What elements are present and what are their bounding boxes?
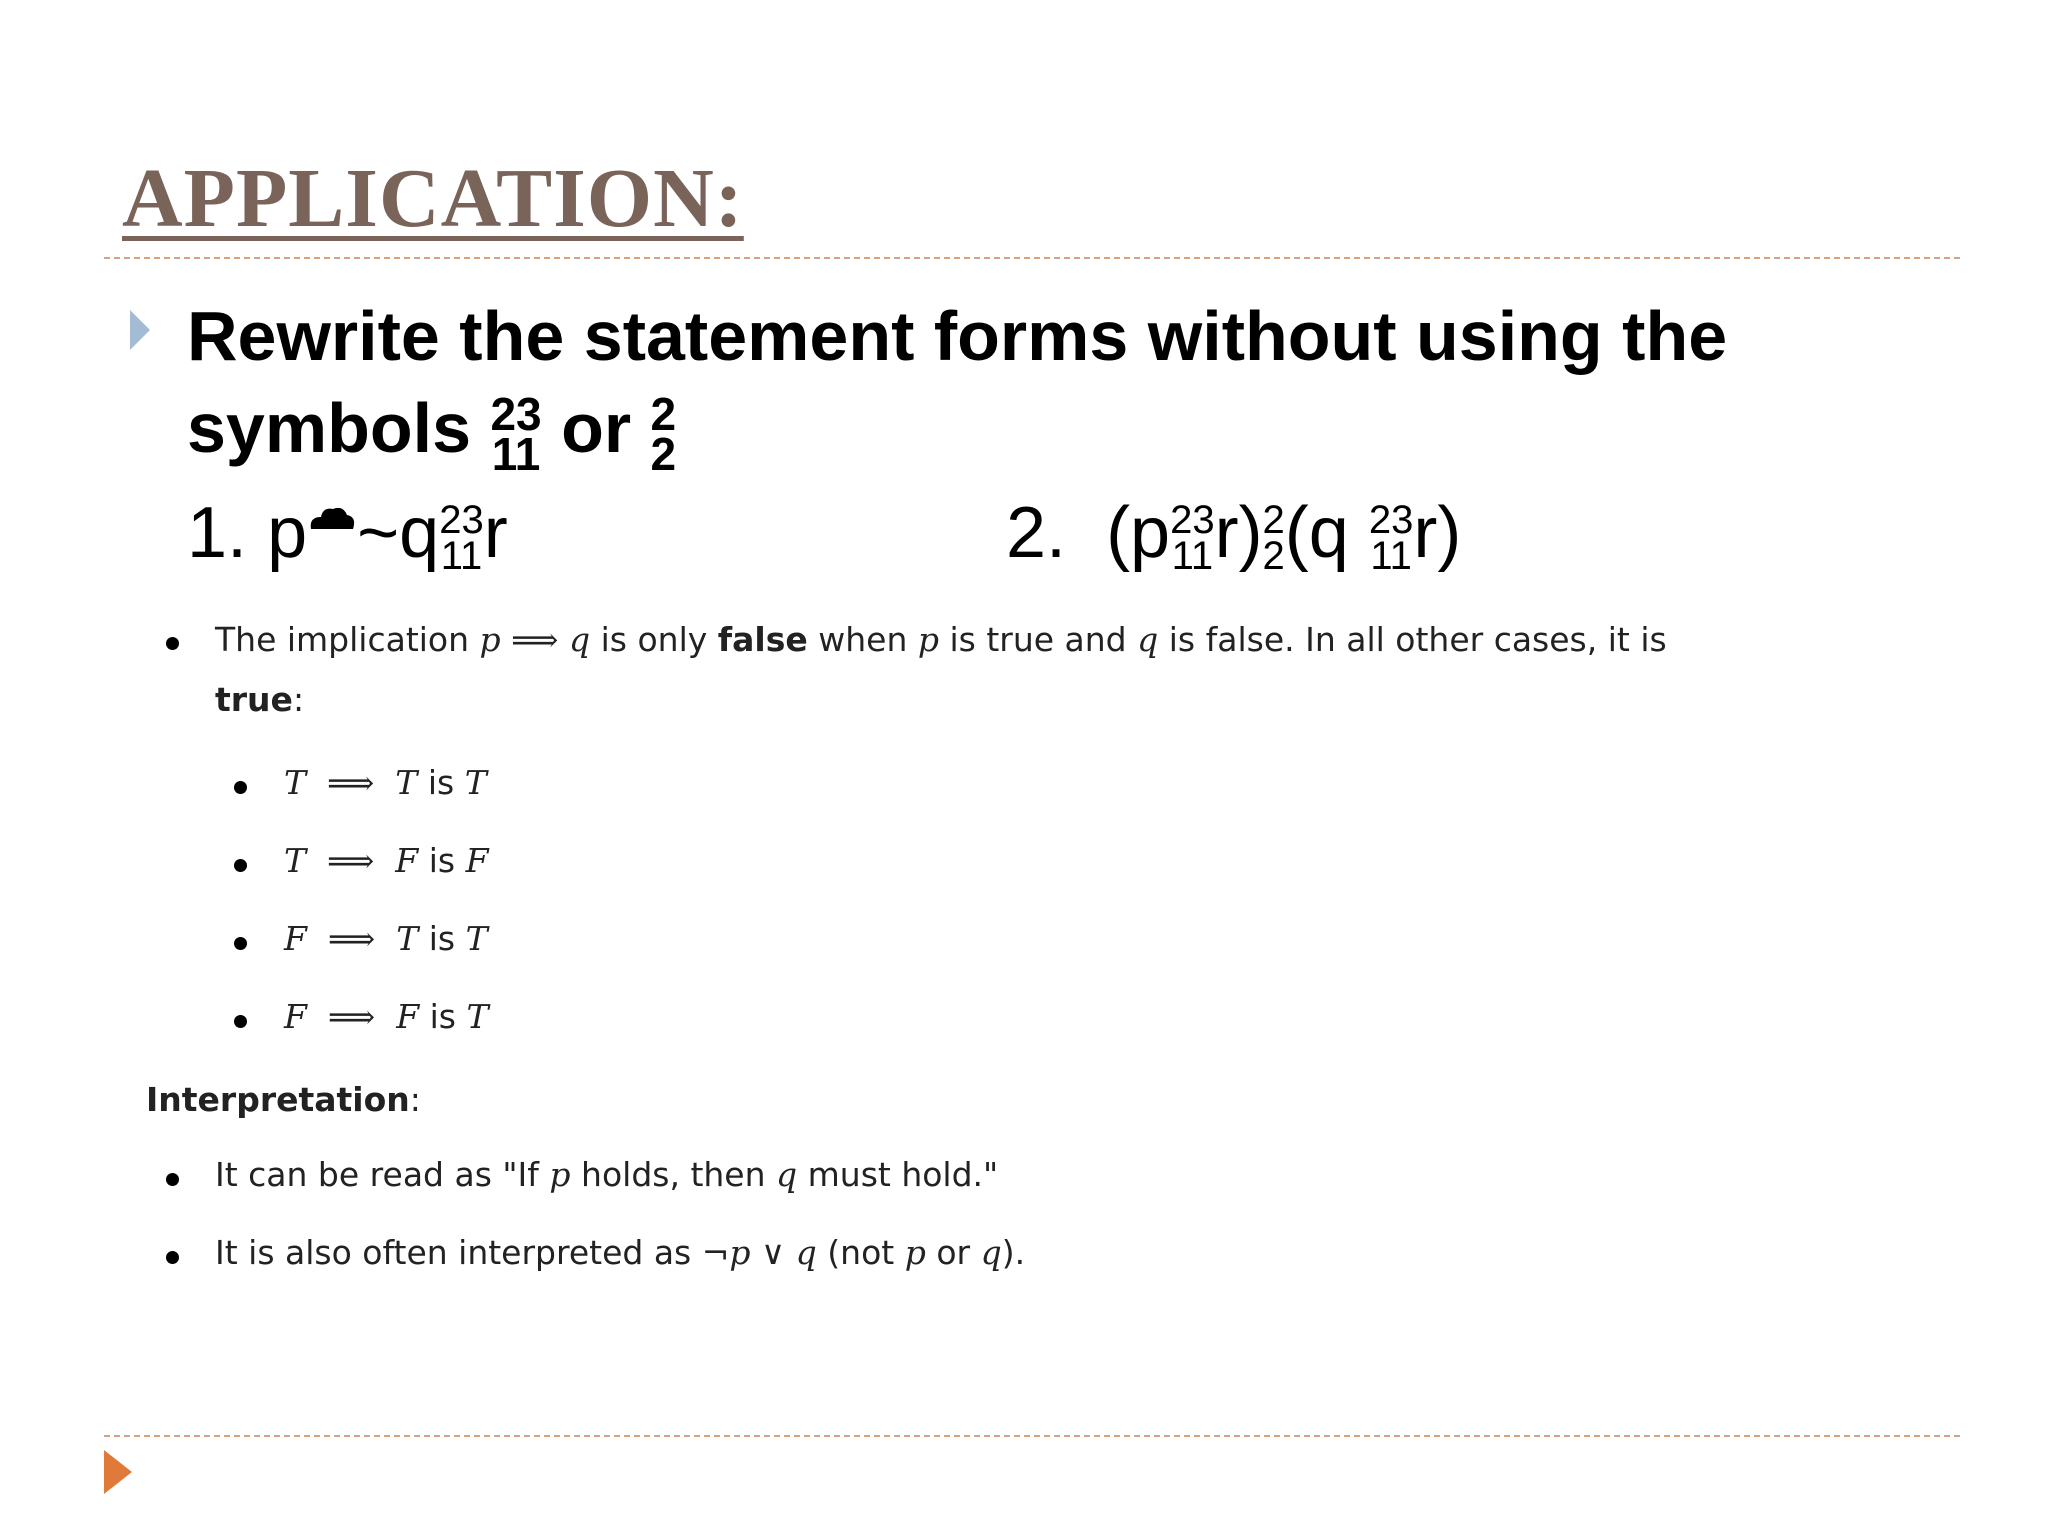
expr1-p: p xyxy=(267,493,308,573)
bullet-dot xyxy=(234,1015,247,1028)
bullet-dot xyxy=(166,1251,179,1264)
expr1-symbol: 23 11 xyxy=(439,497,484,578)
heading xyxy=(187,290,1887,480)
truth-row: T ⟹ T is T xyxy=(284,763,487,802)
expr2-r-close: r) xyxy=(1214,493,1263,573)
truth-row: F ⟹ F is T xyxy=(284,997,489,1036)
expr1-rest: ~q xyxy=(357,493,440,573)
play-triangle-icon[interactable] xyxy=(104,1450,132,1494)
cloud-glyph-icon xyxy=(307,503,357,537)
expr2-open: (p xyxy=(1106,493,1171,573)
triangle-bullet-icon xyxy=(130,310,150,350)
implication-line-2: true: xyxy=(215,680,305,719)
implication-line: The implication p ⟹ q is only false when p is true and q is false. In all other cases, it is xyxy=(215,620,1667,659)
or-word: or xyxy=(561,389,632,467)
expr2-symbol-a: 23 11 xyxy=(1170,497,1215,578)
expression-1 xyxy=(187,488,508,578)
symbol-2: 2 2 xyxy=(650,387,677,480)
top-divider xyxy=(104,257,1960,259)
expression-2 xyxy=(1006,488,1461,578)
truth-row: T ⟹ F is F xyxy=(284,841,489,880)
expr2-number: 2. xyxy=(1006,493,1067,573)
bullet-dot xyxy=(234,859,247,872)
bottom-divider xyxy=(104,1435,1960,1437)
heading-line1: Rewrite the statement forms without using the xyxy=(187,297,1728,375)
interpretation-item-1: It can be read as "If p holds, then q must hold." xyxy=(215,1155,999,1194)
bullet-dot xyxy=(166,1173,179,1186)
expr1-r: r xyxy=(483,493,508,573)
bullet-dot xyxy=(234,781,247,794)
symbol-1: 23 11 xyxy=(490,387,542,480)
truth-row: F ⟹ T is T xyxy=(284,919,488,958)
interpretation-heading: Interpretation: xyxy=(146,1080,421,1119)
interpretation-item-2: It is also often interpreted as ¬p ∨ q (not p or q). xyxy=(215,1233,1026,1272)
bullet-dot xyxy=(234,937,247,950)
expr2-r-end: r) xyxy=(1413,493,1462,573)
heading-line2-prefix: symbols xyxy=(187,389,471,467)
expr2-symbol-c: 23 11 xyxy=(1368,497,1414,578)
expr2-open-q: (q xyxy=(1284,493,1349,573)
expr2-symbol-b: 2 2 xyxy=(1262,497,1285,578)
bullet-dot xyxy=(166,637,179,650)
slide-title: APPLICATION: xyxy=(122,152,744,245)
expr1-number: 1. xyxy=(187,493,248,573)
